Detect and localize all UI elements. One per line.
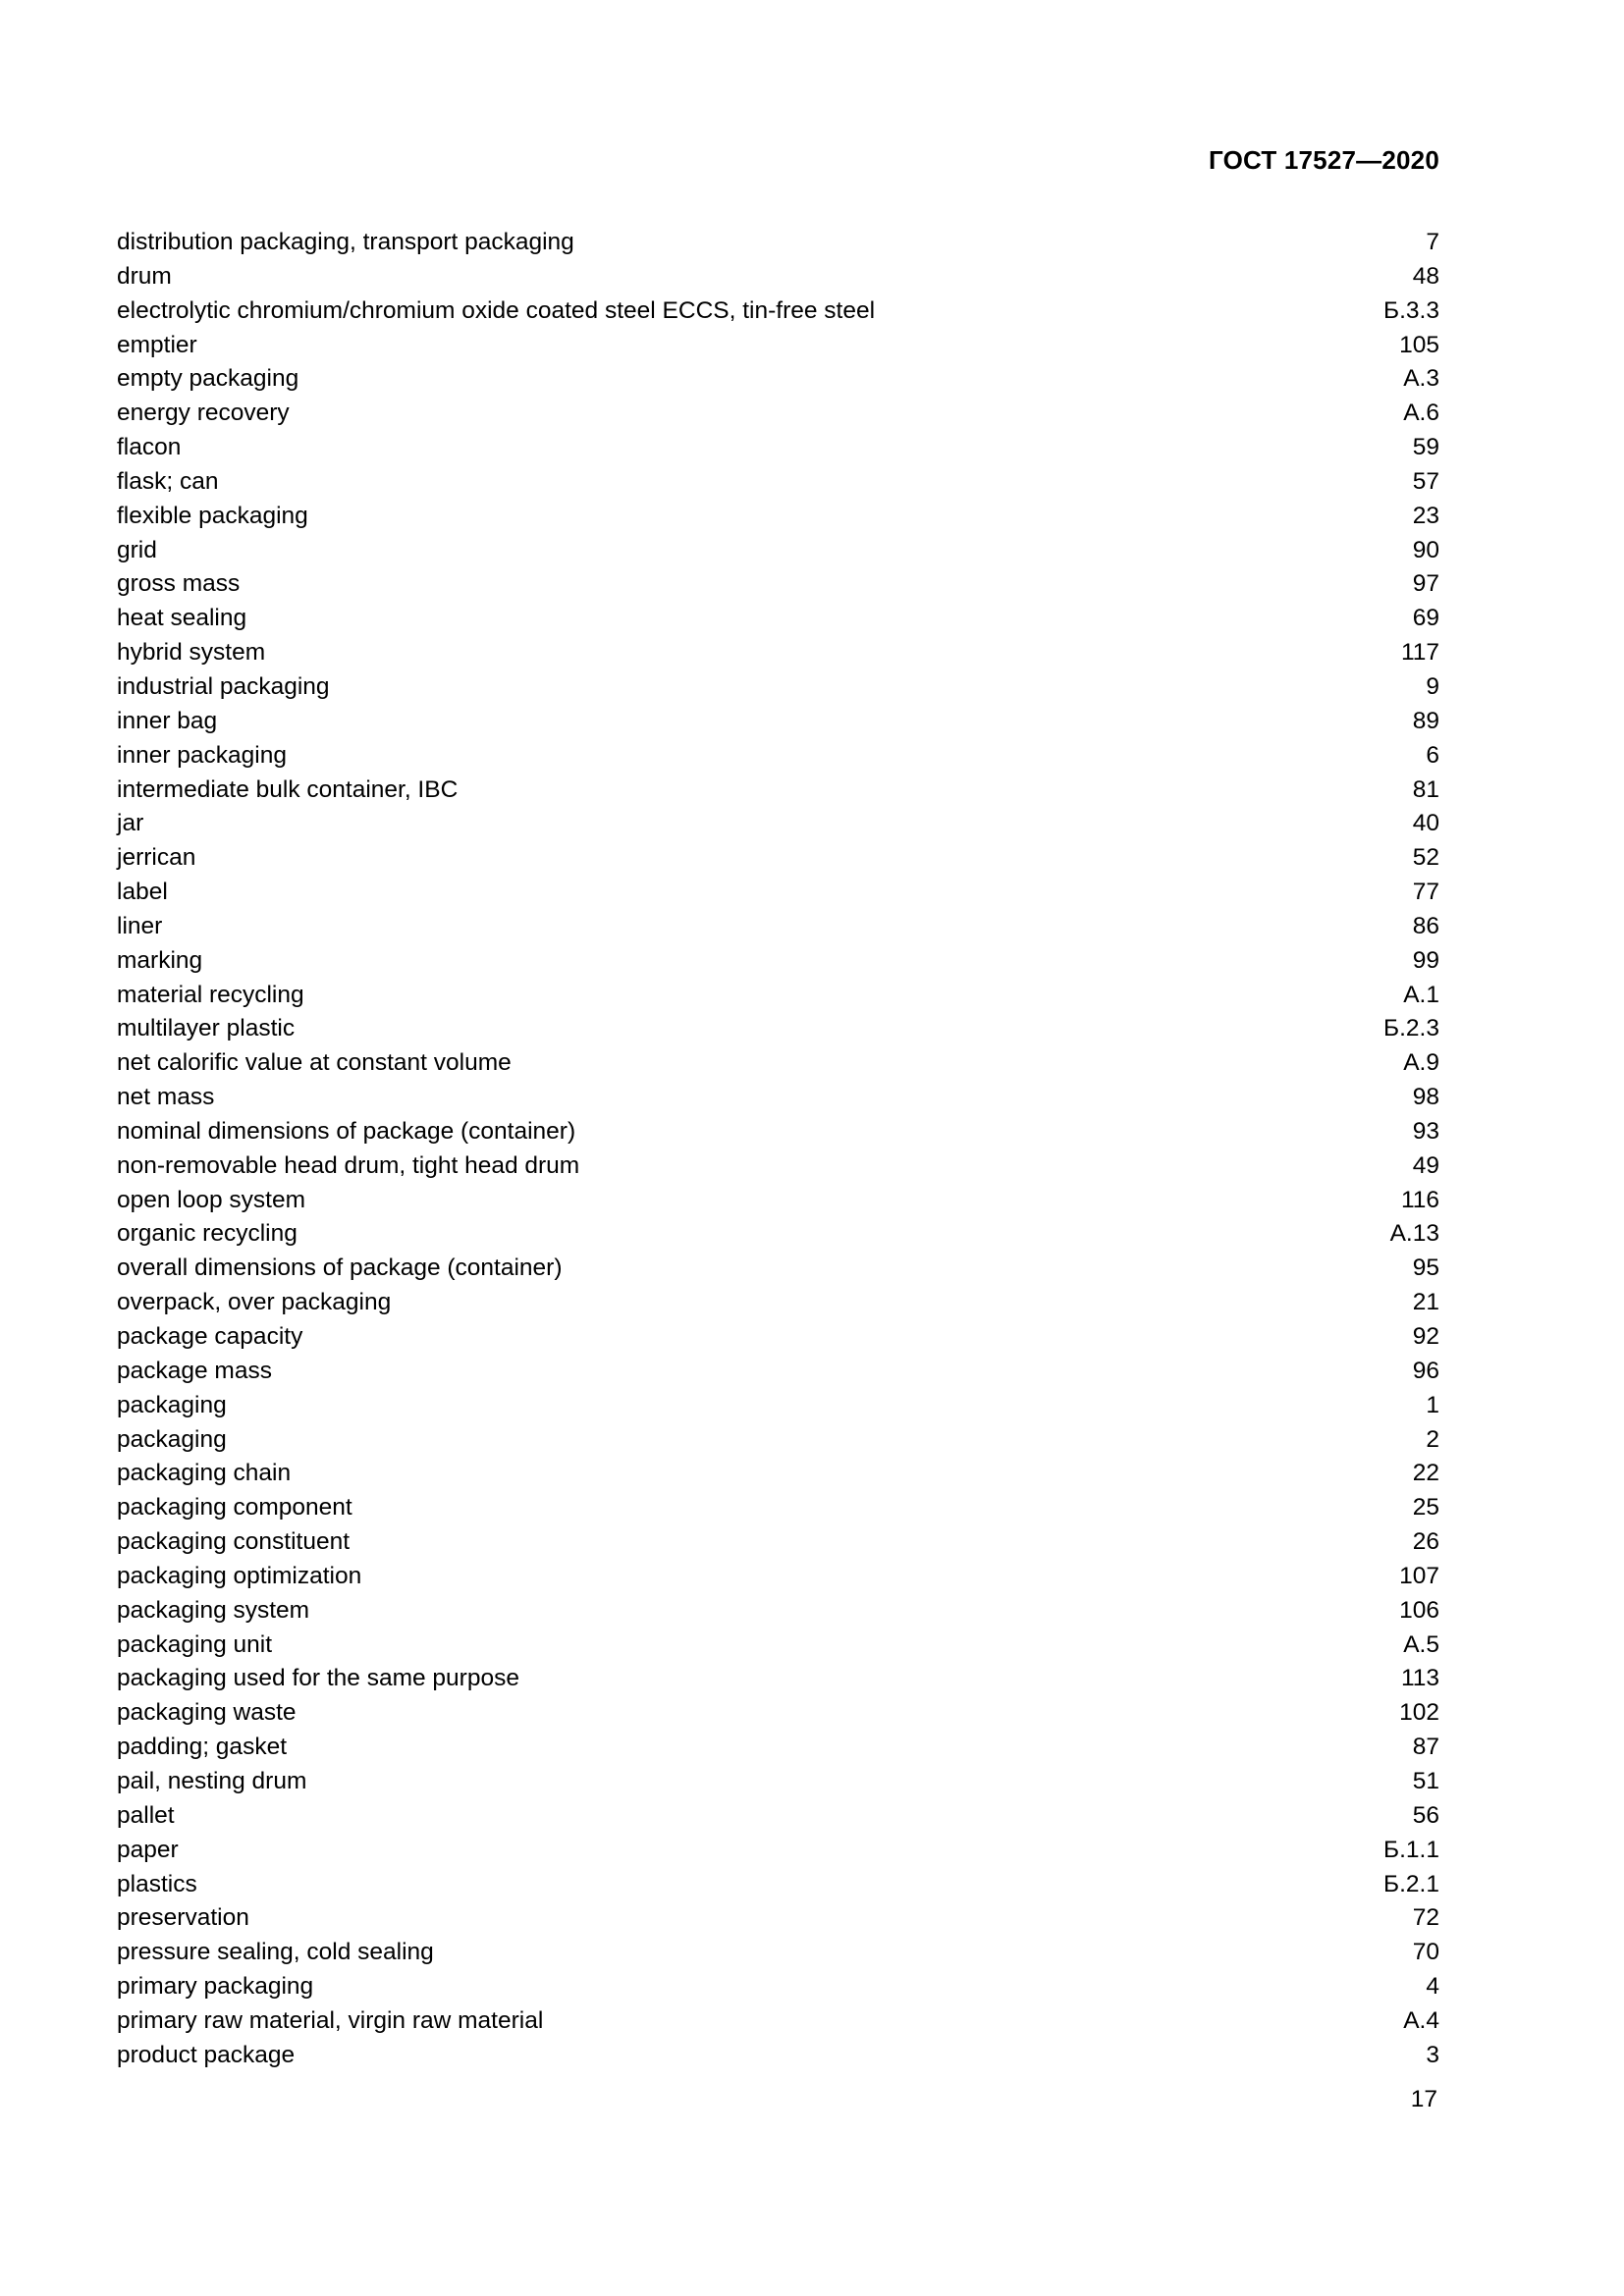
index-reference: 107: [1399, 1562, 1439, 1589]
index-entry: [117, 1662, 1439, 1696]
index-term: flask; can: [117, 467, 219, 495]
index-entry: [117, 1765, 1439, 1799]
index-entry: [117, 1936, 1439, 1970]
index-term: flacon: [117, 434, 182, 461]
index-entry: [117, 1731, 1439, 1765]
index-term: jar: [117, 810, 144, 837]
index-term: packaging used for the same purpose: [117, 1665, 519, 1692]
index-term: packaging system: [117, 1596, 310, 1624]
index-reference: 59: [1412, 434, 1439, 461]
index-reference: А.1: [1403, 981, 1439, 1008]
index-term: net calorific value at constant volume: [117, 1049, 512, 1077]
index-term: paper: [117, 1836, 179, 1863]
index-term: material recycling: [117, 981, 304, 1008]
index-entry: [117, 1081, 1439, 1115]
index-term: package mass: [117, 1357, 272, 1384]
index-term: preservation: [117, 1904, 249, 1932]
index-entry: [117, 670, 1439, 705]
index-entry: [117, 739, 1439, 774]
index-term: intermediate bulk container, IBC: [117, 775, 459, 803]
index-entry: [117, 1696, 1439, 1731]
index-reference: 87: [1412, 1734, 1439, 1761]
index-term: open loop system: [117, 1186, 306, 1213]
index-entry: [117, 1217, 1439, 1252]
index-reference: 21: [1412, 1289, 1439, 1316]
index-reference: 1: [1426, 1391, 1439, 1418]
index-reference: А.3: [1403, 365, 1439, 393]
index-term: empty packaging: [117, 365, 299, 393]
index-entry: [117, 1525, 1439, 1560]
index-reference: 49: [1412, 1151, 1439, 1179]
index-reference: 96: [1412, 1357, 1439, 1384]
index-entry: [117, 636, 1439, 670]
index-reference: 6: [1426, 741, 1439, 769]
index-entry: [117, 260, 1439, 294]
index-reference: А.9: [1403, 1049, 1439, 1077]
index-reference: 72: [1412, 1904, 1439, 1932]
index-entry: [117, 465, 1439, 500]
index-term: pail, nesting drum: [117, 1767, 307, 1794]
index-term: overall dimensions of package (container): [117, 1255, 563, 1282]
index-term: nominal dimensions of package (container): [117, 1117, 576, 1145]
index-reference: 98: [1412, 1084, 1439, 1111]
index-reference: 92: [1412, 1323, 1439, 1350]
index-entry: [117, 1457, 1439, 1491]
index-term: packaging component: [117, 1494, 352, 1522]
index-term: packaging constituent: [117, 1528, 350, 1556]
index-entry: [117, 841, 1439, 876]
index-term: inner packaging: [117, 741, 287, 769]
index-entry: [117, 1355, 1439, 1389]
page-number: 17: [1410, 2086, 1437, 2112]
index-term: package capacity: [117, 1323, 303, 1350]
index-entry: [117, 1834, 1439, 1868]
index-reference: 40: [1412, 810, 1439, 837]
index-term: non-removable head drum, tight head drum: [117, 1151, 580, 1179]
index-entry: [117, 1560, 1439, 1594]
index-term: pallet: [117, 1801, 175, 1829]
index-entry: [117, 1629, 1439, 1663]
index-reference: 97: [1412, 570, 1439, 598]
index-term: heat sealing: [117, 605, 247, 632]
index-term: organic recycling: [117, 1220, 298, 1248]
index-entry: [117, 431, 1439, 465]
alphabetical-index: [117, 226, 1439, 2073]
index-term: drum: [117, 262, 172, 290]
index-reference: 9: [1426, 672, 1439, 700]
index-entry: [117, 910, 1439, 944]
index-term: product package: [117, 2041, 296, 2068]
index-reference: 26: [1412, 1528, 1439, 1556]
index-term: packaging: [117, 1391, 227, 1418]
index-reference: 106: [1399, 1596, 1439, 1624]
index-reference: 102: [1399, 1699, 1439, 1727]
index-entry: [117, 1868, 1439, 1902]
index-reference: 105: [1399, 331, 1439, 358]
index-term: padding; gasket: [117, 1734, 287, 1761]
index-entry: [117, 1799, 1439, 1834]
document-header: ГОСТ 17527—2020: [1209, 145, 1439, 175]
index-reference: 99: [1412, 946, 1439, 974]
index-term: plastics: [117, 1870, 197, 1897]
index-reference: А.6: [1403, 400, 1439, 427]
index-entry: [117, 2039, 1439, 2073]
index-term: distribution packaging, transport packaging: [117, 229, 574, 255]
index-entry: [117, 567, 1439, 602]
index-term: packaging: [117, 1425, 227, 1453]
index-term: marking: [117, 946, 203, 974]
index-entry: [117, 397, 1439, 431]
index-entry: [117, 1594, 1439, 1629]
index-term: liner: [117, 912, 163, 939]
index-reference: 117: [1400, 639, 1439, 667]
index-entry: [117, 1012, 1439, 1046]
index-reference: 4: [1426, 1973, 1439, 2001]
index-term: industrial packaging: [117, 672, 330, 700]
index-term: hybrid system: [117, 639, 266, 667]
index-entry: [117, 876, 1439, 910]
index-entry: [117, 1115, 1439, 1149]
index-reference: 90: [1412, 536, 1439, 563]
index-term: pressure sealing, cold sealing: [117, 1939, 434, 1966]
index-entry: [117, 979, 1439, 1013]
index-reference: Б.2.1: [1383, 1870, 1439, 1897]
index-entry: [117, 294, 1439, 329]
index-entry: [117, 602, 1439, 636]
index-reference: 95: [1412, 1255, 1439, 1282]
index-reference: Б.1.1: [1383, 1836, 1439, 1863]
index-entry: [117, 500, 1439, 534]
index-term: jerrican: [117, 844, 196, 872]
index-entry: [117, 1286, 1439, 1320]
index-reference: Б.3.3: [1383, 296, 1439, 324]
index-term: packaging unit: [117, 1630, 273, 1658]
index-entry: [117, 362, 1439, 397]
index-entry: [117, 1046, 1439, 1081]
index-entry: [117, 1970, 1439, 2004]
index-entry: [117, 1184, 1439, 1218]
index-entry: [117, 329, 1439, 363]
index-reference: 48: [1412, 262, 1439, 290]
index-entry: [117, 226, 1439, 260]
index-term: grid: [117, 536, 157, 563]
index-reference: 22: [1412, 1460, 1439, 1487]
index-term: inner bag: [117, 707, 218, 734]
index-reference: Б.2.3: [1383, 1015, 1439, 1042]
index-reference: 89: [1412, 707, 1439, 734]
index-reference: 57: [1412, 467, 1439, 495]
index-reference: 70: [1412, 1939, 1439, 1966]
index-term: electrolytic chromium/chromium oxide coated steel ECCS, tin-free steel: [117, 296, 876, 324]
index-reference: 3: [1426, 2041, 1439, 2068]
index-term: gross mass: [117, 570, 241, 598]
index-term: packaging optimization: [117, 1562, 362, 1589]
index-entry: [117, 1901, 1439, 1936]
index-reference: 77: [1412, 879, 1439, 906]
index-reference: 52: [1412, 844, 1439, 872]
index-reference: А.4: [1403, 2006, 1439, 2034]
index-term: packaging waste: [117, 1699, 297, 1727]
index-reference: А.5: [1403, 1630, 1439, 1658]
index-reference: 69: [1412, 605, 1439, 632]
index-reference: 2: [1426, 1425, 1439, 1453]
index-term: overpack, over packaging: [117, 1289, 392, 1316]
index-entry: [117, 1320, 1439, 1355]
index-term: emptier: [117, 331, 197, 358]
index-entry: [117, 1491, 1439, 1525]
index-entry: [117, 774, 1439, 808]
index-term: primary packaging: [117, 1973, 314, 2001]
index-reference: 81: [1412, 775, 1439, 803]
index-entry: [117, 1423, 1439, 1458]
index-entry: [117, 1149, 1439, 1184]
index-term: primary raw material, virgin raw material: [117, 2006, 544, 2034]
index-reference: 56: [1412, 1801, 1439, 1829]
index-reference: 93: [1412, 1117, 1439, 1145]
index-reference: 25: [1412, 1494, 1439, 1522]
index-entry: [117, 807, 1439, 841]
index-reference: 116: [1400, 1186, 1439, 1213]
index-term: net mass: [117, 1084, 215, 1111]
index-reference: 51: [1412, 1767, 1439, 1794]
index-term: multilayer plastic: [117, 1015, 296, 1042]
index-reference: А.13: [1389, 1220, 1439, 1248]
index-reference: 7: [1426, 229, 1439, 255]
index-entry: [117, 705, 1439, 739]
index-reference: 86: [1412, 912, 1439, 939]
index-entry: [117, 2004, 1439, 2039]
index-entry: [117, 944, 1439, 979]
index-entry: [117, 534, 1439, 568]
index-entry: [117, 1252, 1439, 1286]
index-entry: [117, 1389, 1439, 1423]
index-term: energy recovery: [117, 400, 290, 427]
index-term: packaging chain: [117, 1460, 292, 1487]
index-reference: 113: [1400, 1665, 1439, 1692]
index-reference: 23: [1412, 502, 1439, 529]
index-term: label: [117, 879, 168, 906]
index-term: flexible packaging: [117, 502, 308, 529]
